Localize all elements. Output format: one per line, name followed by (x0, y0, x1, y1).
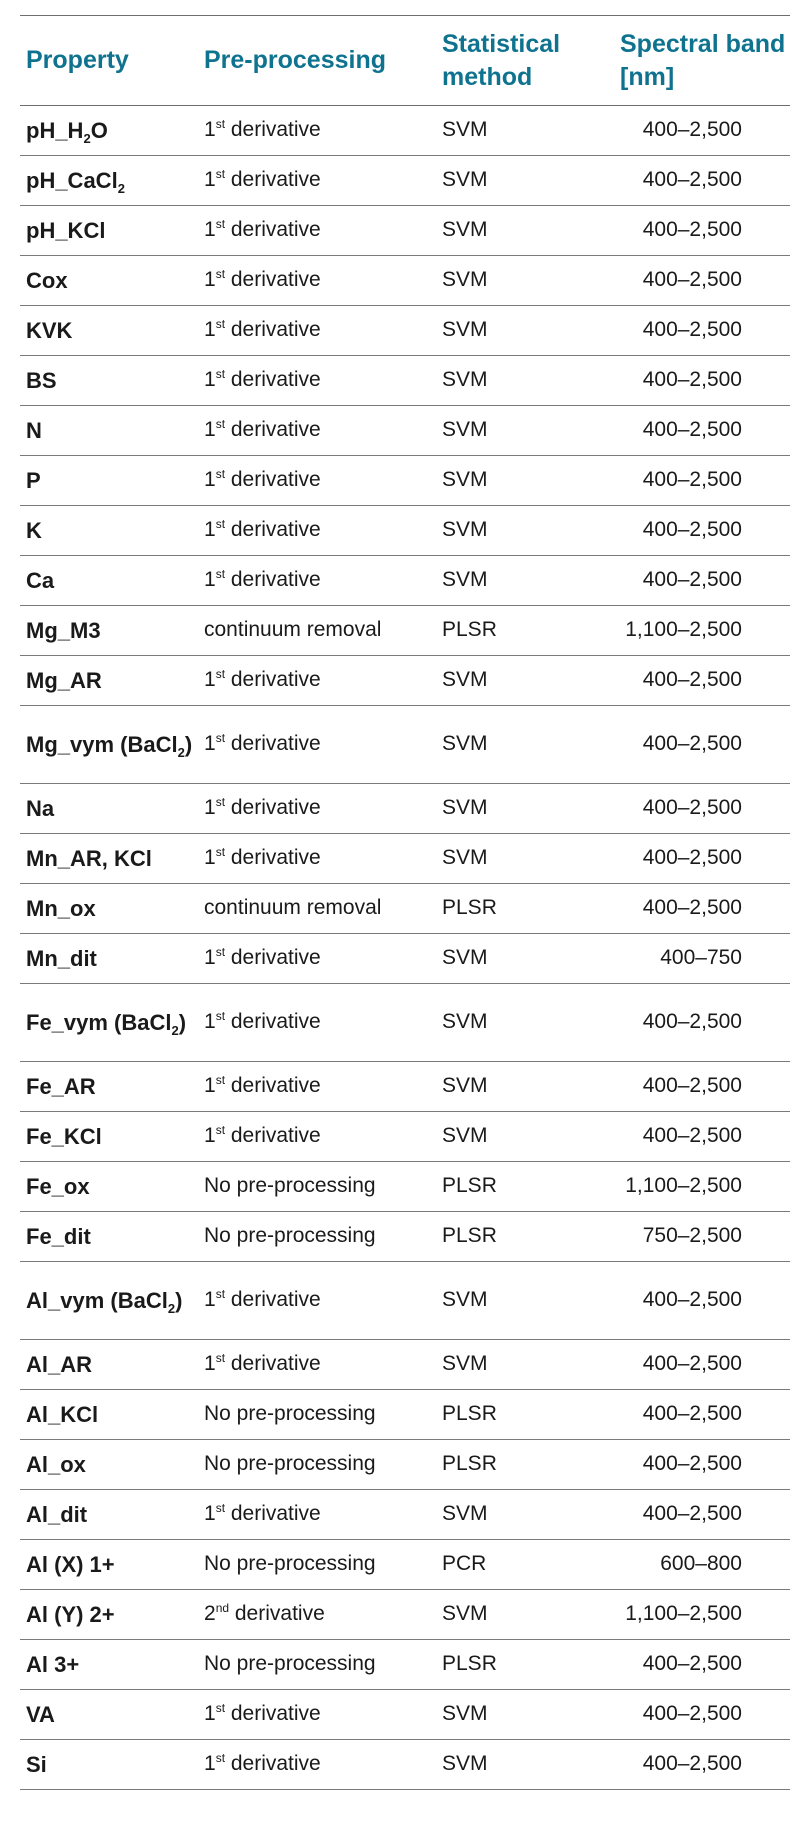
cell-property (20, 1112, 198, 1162)
property-name: Al (X) 1+ (26, 1551, 115, 1577)
preprocessing-text: No pre-processing (204, 1402, 376, 1426)
preprocessing-text: derivative (225, 168, 321, 192)
table-container (20, 15, 790, 1790)
cell-preprocessing (198, 784, 436, 834)
derivative-order: 1 (204, 846, 216, 870)
cell-spectral-band: 400–2,500 (642, 1752, 742, 1776)
cell-property (20, 1490, 198, 1540)
ordinal-suffix: st (215, 1501, 226, 1516)
cell-property (20, 306, 198, 356)
cell-preprocessing (198, 1740, 436, 1790)
cell-statistical-method: PLSR (442, 1224, 497, 1248)
table-row (20, 1640, 790, 1690)
derivative-order: 1 (204, 796, 216, 820)
preprocessing-text: derivative (225, 218, 321, 242)
cell-property (20, 784, 198, 834)
ordinal-suffix: st (215, 217, 226, 232)
cell-spectral-band: 400–2,500 (642, 568, 742, 592)
table-body (20, 106, 790, 1790)
derivative-order: 1 (204, 1288, 216, 1312)
cell-property (20, 256, 198, 306)
cell-preprocessing (198, 1390, 436, 1440)
cell-preprocessing (198, 356, 436, 406)
derivative-order: 1 (204, 118, 216, 142)
derivative-order: 1 (204, 1352, 216, 1376)
cell-statistical-method: SVM (442, 1702, 488, 1726)
cell-statistical-method: SVM (442, 1352, 488, 1376)
property-subscript: 2 (177, 744, 185, 760)
cell-spectral-band: 400–2,500 (642, 1402, 742, 1426)
cell-property (20, 656, 198, 706)
cell-preprocessing (198, 306, 436, 356)
derivative-order: 1 (204, 568, 216, 592)
property-name: Ca (26, 567, 55, 593)
property-subscript: 2 (167, 1300, 176, 1316)
ordinal-suffix: st (215, 845, 226, 860)
ordinal-suffix: st (215, 317, 226, 332)
derivative-order: 1 (204, 1502, 216, 1526)
preprocessing-text: No pre-processing (204, 1452, 376, 1476)
table-row (20, 1740, 790, 1790)
ordinal-suffix: st (215, 945, 226, 960)
ordinal-suffix: st (215, 731, 226, 746)
table-row (20, 556, 790, 606)
cell-property (20, 606, 198, 656)
preprocessing-text: derivative (225, 1010, 321, 1034)
cell-preprocessing (198, 1340, 436, 1390)
property-name: Cox (26, 267, 68, 293)
cell-spectral-band: 400–2,500 (642, 1652, 742, 1676)
cell-property (20, 1062, 198, 1112)
property-name: Mn_dit (26, 945, 97, 971)
cell-preprocessing (198, 1640, 436, 1690)
table-header (20, 16, 790, 106)
cell-preprocessing (198, 156, 436, 206)
cell-statistical-method: SVM (442, 1502, 488, 1526)
property-name: Mg_vym (BaCl (26, 731, 178, 757)
cell-statistical-method: SVM (442, 368, 488, 392)
cell-statistical-method: PLSR (442, 896, 497, 920)
table-row (20, 1062, 790, 1112)
cell-property (20, 1162, 198, 1212)
derivative-order: 2 (204, 1602, 216, 1626)
cell-spectral-band: 400–2,500 (642, 118, 742, 142)
preprocessing-text: No pre-processing (204, 1652, 376, 1676)
cell-preprocessing (198, 984, 436, 1062)
preprocessing-text: derivative (225, 268, 321, 292)
cell-spectral-band: 400–2,500 (642, 268, 742, 292)
cell-preprocessing (198, 206, 436, 256)
cell-statistical-method: SVM (442, 1010, 488, 1034)
preprocessing-text: derivative (225, 668, 321, 692)
ordinal-suffix: st (215, 467, 226, 482)
cell-preprocessing (198, 1062, 436, 1112)
table-row (20, 984, 790, 1062)
ordinal-suffix: nd (215, 1601, 230, 1616)
ordinal-suffix: st (215, 267, 226, 282)
table-row (20, 256, 790, 306)
ordinal-suffix: st (215, 1701, 226, 1716)
table-row (20, 406, 790, 456)
derivative-order: 1 (204, 418, 216, 442)
cell-statistical-method: PLSR (442, 618, 497, 642)
ordinal-suffix: st (215, 567, 226, 582)
cell-spectral-band: 400–2,500 (642, 1288, 742, 1312)
table-row (20, 1390, 790, 1440)
cell-spectral-band: 400–2,500 (642, 168, 742, 192)
cell-statistical-method: SVM (442, 1288, 488, 1312)
property-name: Al_AR (26, 1351, 93, 1377)
property-name: P (26, 467, 41, 493)
cell-spectral-band: 400–2,500 (642, 418, 742, 442)
preprocessing-text: derivative (225, 1702, 321, 1726)
cell-preprocessing (198, 606, 436, 656)
ordinal-suffix: st (215, 367, 226, 382)
property-subscript: 2 (171, 1022, 179, 1038)
property-name: Al_KCl (26, 1401, 99, 1427)
ordinal-suffix: st (215, 1073, 226, 1088)
property-name: Fe_dit (26, 1223, 91, 1249)
cell-preprocessing (198, 934, 436, 984)
cell-property (20, 106, 198, 156)
header-spectral-band: Spectral band [nm] (620, 30, 786, 91)
cell-statistical-method: SVM (442, 846, 488, 870)
cell-preprocessing (198, 706, 436, 784)
cell-statistical-method: PLSR (442, 1452, 497, 1476)
derivative-order: 1 (204, 1702, 216, 1726)
table-row (20, 1490, 790, 1540)
property-name: Mn_AR, KCl (26, 845, 152, 871)
table-row (20, 1340, 790, 1390)
cell-property (20, 156, 198, 206)
derivative-order: 1 (204, 1752, 216, 1776)
cell-statistical-method: SVM (442, 946, 488, 970)
table-row (20, 1112, 790, 1162)
derivative-order: 1 (204, 268, 216, 292)
property-name: Al_ox (26, 1451, 86, 1477)
preprocessing-text: derivative (229, 1602, 325, 1626)
derivative-order: 1 (204, 468, 216, 492)
property-name: K (26, 517, 42, 543)
cell-statistical-method: SVM (442, 732, 488, 756)
cell-spectral-band: 400–2,500 (642, 518, 742, 542)
cell-statistical-method: SVM (442, 218, 488, 242)
derivative-order: 1 (204, 732, 216, 756)
cell-property (20, 556, 198, 606)
cell-property (20, 934, 198, 984)
cell-spectral-band: 400–2,500 (642, 732, 742, 756)
table-row (20, 606, 790, 656)
cell-property (20, 834, 198, 884)
cell-spectral-band: 600–800 (660, 1552, 742, 1576)
cell-preprocessing (198, 1690, 436, 1740)
derivative-order: 1 (204, 1010, 216, 1034)
cell-statistical-method: SVM (442, 796, 488, 820)
cell-preprocessing (198, 1262, 436, 1340)
table-row (20, 1212, 790, 1262)
cell-property (20, 984, 198, 1062)
cell-spectral-band: 400–2,500 (642, 1452, 742, 1476)
cell-statistical-method: PCR (442, 1552, 487, 1576)
cell-property (20, 1340, 198, 1390)
cell-spectral-band: 400–2,500 (642, 1074, 742, 1098)
property-suffix: ) (175, 1287, 183, 1313)
preprocessing-text: No pre-processing (204, 1174, 376, 1198)
cell-preprocessing (198, 456, 436, 506)
cell-property (20, 1390, 198, 1440)
ordinal-suffix: st (215, 795, 226, 810)
preprocessing-text: derivative (225, 518, 321, 542)
cell-statistical-method: SVM (442, 1124, 488, 1148)
cell-statistical-method: PLSR (442, 1174, 497, 1198)
cell-statistical-method: SVM (442, 168, 488, 192)
cell-spectral-band: 400–2,500 (642, 846, 742, 870)
table-row (20, 306, 790, 356)
table-row (20, 784, 790, 834)
derivative-order: 1 (204, 1124, 216, 1148)
header-preprocessing: Pre-processing (204, 46, 387, 75)
cell-spectral-band: 750–2,500 (642, 1224, 742, 1248)
table-row (20, 1590, 790, 1640)
property-name: Al_dit (26, 1501, 88, 1527)
preprocessing-text: derivative (225, 946, 321, 970)
cell-statistical-method: SVM (442, 1752, 488, 1776)
cell-spectral-band: 400–2,500 (642, 1124, 742, 1148)
cell-statistical-method: SVM (442, 668, 488, 692)
cell-statistical-method: SVM (442, 468, 488, 492)
table-row (20, 206, 790, 256)
header-statistical-method: Statistical method (442, 30, 561, 91)
ordinal-suffix: st (215, 117, 226, 132)
cell-preprocessing (198, 1540, 436, 1590)
cell-property (20, 1690, 198, 1740)
cell-preprocessing (198, 406, 436, 456)
cell-statistical-method: SVM (442, 318, 488, 342)
table-row (20, 834, 790, 884)
cell-preprocessing (198, 834, 436, 884)
derivative-order: 1 (204, 946, 216, 970)
cell-property (20, 1640, 198, 1690)
cell-spectral-band: 400–2,500 (642, 1502, 742, 1526)
cell-spectral-band: 400–2,500 (642, 668, 742, 692)
preprocessing-text: continuum removal (204, 896, 382, 920)
property-suffix: O (90, 117, 108, 143)
preprocessing-text: derivative (225, 796, 321, 820)
derivative-order: 1 (204, 218, 216, 242)
cell-spectral-band: 400–2,500 (642, 468, 742, 492)
cell-statistical-method: SVM (442, 1074, 488, 1098)
derivative-order: 1 (204, 368, 216, 392)
ordinal-suffix: st (215, 1351, 226, 1366)
derivative-order: 1 (204, 318, 216, 342)
cell-property (20, 884, 198, 934)
preprocessing-text: derivative (225, 1288, 321, 1312)
table-row (20, 156, 790, 206)
property-suffix: ) (184, 731, 193, 757)
cell-property (20, 1590, 198, 1640)
cell-spectral-band: 1,100–2,500 (625, 1174, 742, 1198)
cell-spectral-band: 400–2,500 (642, 368, 742, 392)
cell-preprocessing (198, 1440, 436, 1490)
cell-property (20, 356, 198, 406)
cell-property (20, 1212, 198, 1262)
preprocessing-text: derivative (225, 1502, 321, 1526)
property-suffix: ) (178, 1009, 187, 1035)
property-name: Al_vym (BaCl (26, 1287, 168, 1313)
cell-statistical-method: SVM (442, 518, 488, 542)
property-name: pH_KCl (26, 217, 106, 243)
cell-spectral-band: 400–2,500 (642, 318, 742, 342)
preprocessing-text: derivative (225, 468, 321, 492)
table-row (20, 656, 790, 706)
property-name: Fe_vym (BaCl (26, 1009, 172, 1035)
preprocessing-text: derivative (225, 368, 321, 392)
preprocessing-text: derivative (225, 318, 321, 342)
header-row (20, 16, 790, 106)
header-property: Property (26, 46, 129, 75)
ordinal-suffix: st (215, 1751, 226, 1766)
table-row (20, 884, 790, 934)
cell-spectral-band: 400–2,500 (642, 1352, 742, 1376)
property-name: Al (Y) 2+ (26, 1601, 115, 1627)
cell-spectral-band: 1,100–2,500 (625, 618, 742, 642)
cell-preprocessing (198, 1162, 436, 1212)
property-subscript: 2 (83, 130, 91, 146)
derivative-order: 1 (204, 518, 216, 542)
derivative-order: 1 (204, 1074, 216, 1098)
preprocessing-text: derivative (225, 118, 321, 142)
cell-preprocessing (198, 106, 436, 156)
cell-statistical-method: SVM (442, 568, 488, 592)
cell-property (20, 706, 198, 784)
preprocessing-text: derivative (225, 418, 321, 442)
property-name: Al 3+ (26, 1651, 80, 1677)
table-row (20, 706, 790, 784)
property-subscript: 2 (117, 180, 125, 196)
cell-spectral-band: 400–2,500 (642, 796, 742, 820)
cell-property (20, 1440, 198, 1490)
property-name: VA (26, 1701, 55, 1727)
property-name: N (26, 417, 42, 443)
table-row (20, 106, 790, 156)
cell-preprocessing (198, 556, 436, 606)
cell-property (20, 506, 198, 556)
preprocessing-text: No pre-processing (204, 1552, 376, 1576)
cell-spectral-band: 400–2,500 (642, 896, 742, 920)
preprocessing-text: derivative (225, 732, 321, 756)
ordinal-suffix: st (215, 667, 226, 682)
cell-preprocessing (198, 506, 436, 556)
cell-property (20, 1740, 198, 1790)
cell-statistical-method: SVM (442, 268, 488, 292)
cell-statistical-method: SVM (442, 1602, 488, 1626)
cell-preprocessing (198, 884, 436, 934)
cell-statistical-method: SVM (442, 418, 488, 442)
preprocessing-text: derivative (225, 846, 321, 870)
cell-property (20, 206, 198, 256)
cell-statistical-method: SVM (442, 118, 488, 142)
ordinal-suffix: st (215, 1123, 226, 1138)
cell-spectral-band: 400–2,500 (642, 218, 742, 242)
cell-spectral-band: 1,100–2,500 (625, 1602, 742, 1626)
cell-property (20, 406, 198, 456)
property-name: BS (26, 367, 57, 393)
property-name: Si (26, 1751, 47, 1777)
table-row (20, 1690, 790, 1740)
data-table (20, 15, 790, 1790)
cell-spectral-band: 400–750 (660, 946, 742, 970)
cell-statistical-method: PLSR (442, 1402, 497, 1426)
preprocessing-text: derivative (225, 1124, 321, 1148)
cell-preprocessing (198, 656, 436, 706)
preprocessing-text: derivative (225, 568, 321, 592)
derivative-order: 1 (204, 168, 216, 192)
cell-preprocessing (198, 1112, 436, 1162)
property-name: Mg_M3 (26, 617, 101, 643)
table-row (20, 1262, 790, 1340)
preprocessing-text: derivative (225, 1752, 321, 1776)
property-name: pH_CaCl (26, 167, 118, 193)
preprocessing-text: derivative (225, 1074, 321, 1098)
ordinal-suffix: st (215, 417, 226, 432)
table-row (20, 934, 790, 984)
cell-property (20, 1540, 198, 1590)
property-name: Mg_AR (26, 667, 102, 693)
table-row (20, 1540, 790, 1590)
preprocessing-text: No pre-processing (204, 1224, 376, 1248)
cell-spectral-band: 400–2,500 (642, 1010, 742, 1034)
ordinal-suffix: st (215, 1009, 226, 1024)
property-name: pH_H (26, 117, 84, 143)
cell-property (20, 456, 198, 506)
cell-preprocessing (198, 1490, 436, 1540)
property-name: Fe_KCl (26, 1123, 102, 1149)
derivative-order: 1 (204, 668, 216, 692)
cell-preprocessing (198, 1590, 436, 1640)
cell-spectral-band: 400–2,500 (642, 1702, 742, 1726)
cell-property (20, 1262, 198, 1340)
property-name: Fe_ox (26, 1173, 90, 1199)
cell-statistical-method: PLSR (442, 1652, 497, 1676)
table-row (20, 1162, 790, 1212)
table-row (20, 506, 790, 556)
ordinal-suffix: st (215, 517, 226, 532)
ordinal-suffix: st (215, 167, 226, 182)
property-name: KVK (26, 317, 73, 343)
preprocessing-text: continuum removal (204, 618, 382, 642)
table-row (20, 1440, 790, 1490)
ordinal-suffix: st (215, 1287, 226, 1302)
property-name: Na (26, 795, 55, 821)
cell-preprocessing (198, 256, 436, 306)
table-row (20, 456, 790, 506)
preprocessing-text: derivative (225, 1352, 321, 1376)
cell-preprocessing (198, 1212, 436, 1262)
property-name: Fe_AR (26, 1073, 96, 1099)
table-row (20, 356, 790, 406)
property-name: Mn_ox (26, 895, 96, 921)
